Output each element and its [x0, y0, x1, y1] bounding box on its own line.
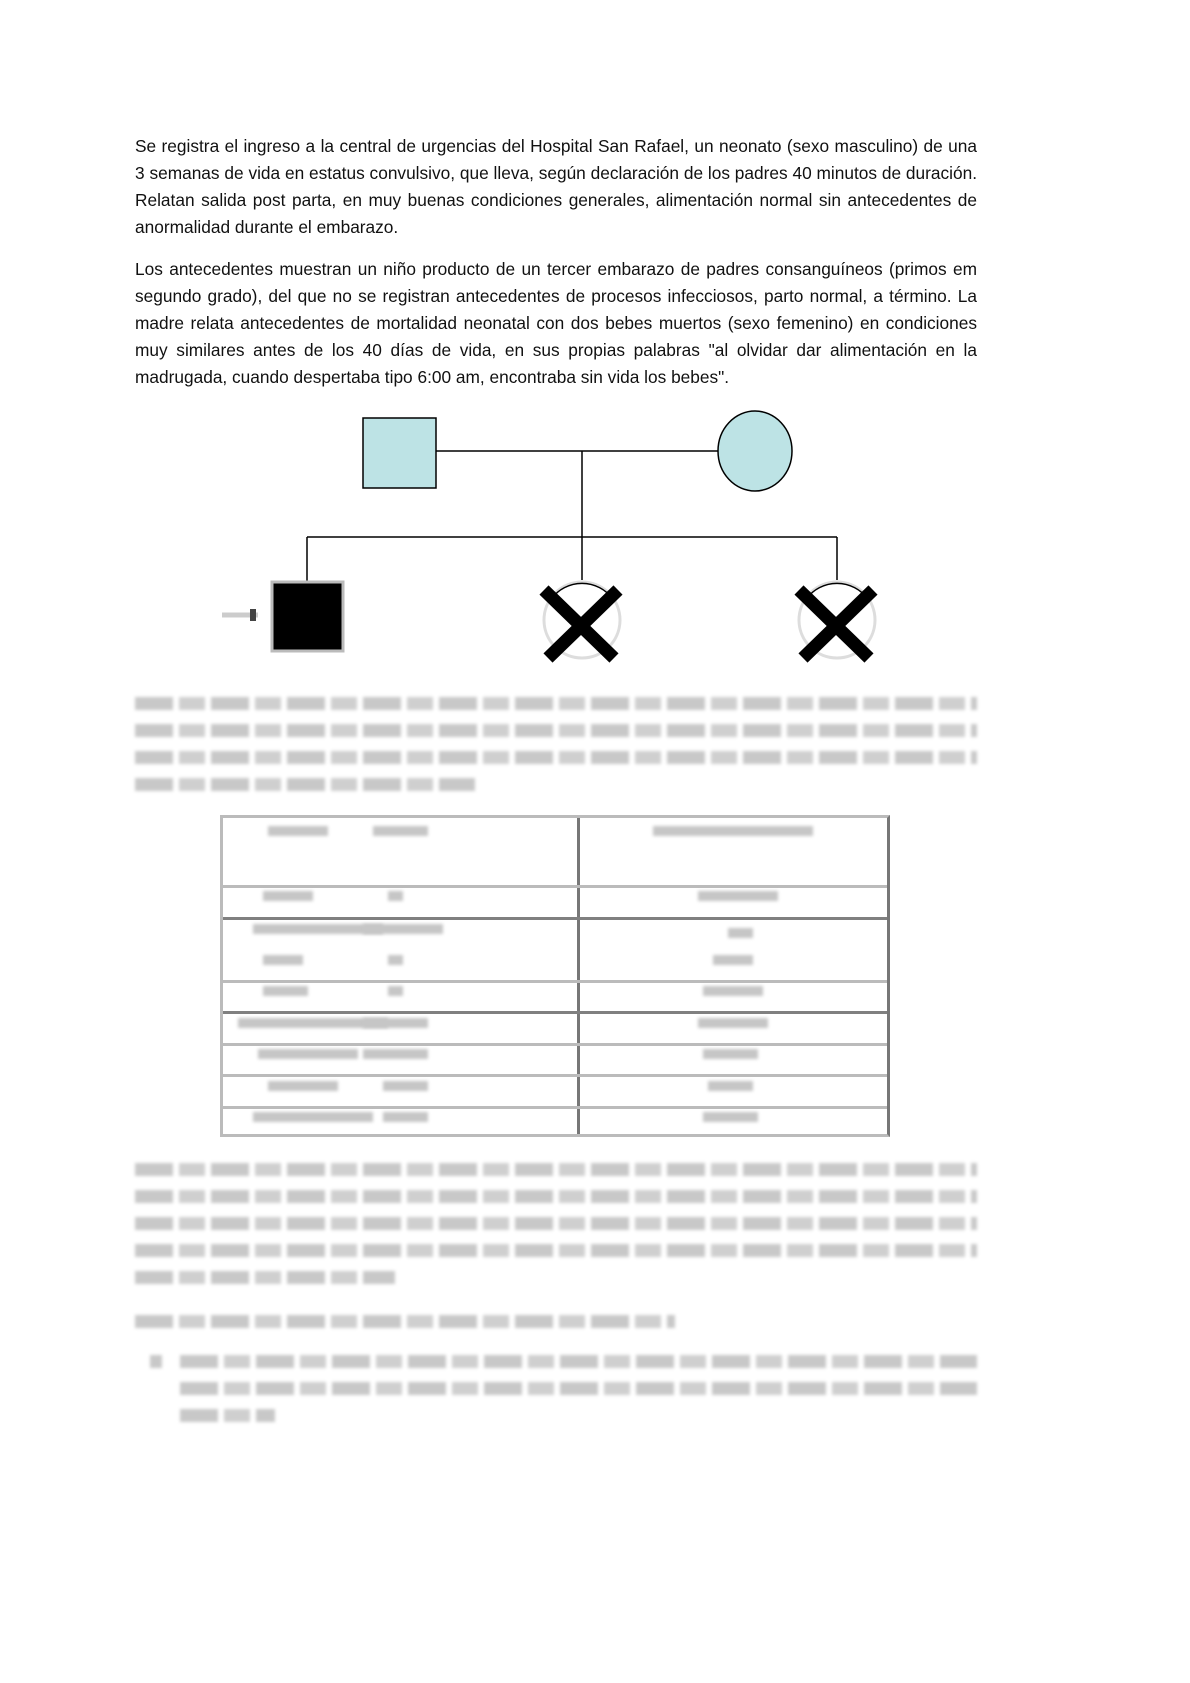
- row-divider: [223, 917, 887, 920]
- blurred-cell: [383, 1112, 428, 1122]
- blurred-line: [135, 1315, 675, 1328]
- blurred-cell: [263, 955, 303, 965]
- blurred-cell: [703, 1112, 758, 1122]
- blurred-cell: [268, 1081, 338, 1091]
- row-divider: [223, 980, 887, 983]
- blurred-line: [180, 1409, 275, 1422]
- blurred-cell: [363, 924, 443, 934]
- blurred-cell: [263, 891, 313, 901]
- deceased-female-1: [544, 582, 620, 658]
- column-divider: [577, 818, 580, 1134]
- blurred-cell: [713, 955, 753, 965]
- blurred-line: [135, 778, 475, 791]
- pedigree-diagram: [0, 400, 1190, 680]
- blurred-cell: [698, 891, 778, 901]
- blurred-cell: [388, 986, 403, 996]
- blurred-header-cell: [268, 826, 328, 836]
- proband-affected-male: [272, 582, 343, 651]
- blurred-cell: [703, 986, 763, 996]
- blurred-line: [135, 697, 977, 710]
- row-divider: [223, 1074, 887, 1077]
- paragraph-case-intro: Se registra el ingreso a la central de urgencias del Hospital San Rafael, un neonato (sexo masculino) de una 3 semanas de vida en estatus convulsivo, que lleva, según declaración de los padres 40 minutos de duración. Relatan salida post parta, en muy buenas condiciones generales, alimentación normal sin antecedentes de anormalidad durante el embarazo.: [135, 136, 977, 237]
- blurred-cell: [388, 955, 403, 965]
- blurred-cell: [253, 1112, 373, 1122]
- row-divider: [223, 885, 887, 888]
- mother-symbol: [718, 411, 792, 491]
- blurred-cell: [728, 928, 753, 938]
- proband-arrow-icon: [222, 609, 258, 621]
- blurred-cell: [698, 1018, 768, 1028]
- blurred-line: [135, 1271, 395, 1284]
- row-divider: [223, 1106, 887, 1109]
- paragraph-antecedents: Los antecedentes muestran un niño producto de un tercer embarazo de padres consanguíneos (primos em segundo grado), del que no se registran antecedentes de procesos infecciosos, parto normal, a término. La madre relata antecedentes de mortalidad neonatal con dos bebes muertos (sexo femenino) en condiciones muy similares antes de los 40 días de vida, en sus propias palabras "al olvidar dar alimentación en la madrugada, cuando despertaba tipo 6:00 am, encontraba sin vida los bebes".: [135, 259, 977, 387]
- blurred-cell: [703, 1049, 758, 1059]
- blurred-cell: [363, 1049, 428, 1059]
- father-symbol: [363, 418, 436, 488]
- blurred-line: [135, 751, 977, 764]
- lab-results-table: [220, 815, 890, 1137]
- blurred-cell: [708, 1081, 753, 1091]
- blurred-line: [180, 1382, 977, 1395]
- blurred-line: [135, 1217, 977, 1230]
- blurred-cell: [363, 1018, 428, 1028]
- blurred-line: [135, 1190, 977, 1203]
- blurred-header-cell: [653, 826, 813, 836]
- blurred-line: [135, 1244, 977, 1257]
- deceased-female-2: [799, 582, 875, 658]
- blurred-line: [180, 1355, 977, 1368]
- row-divider: [223, 1011, 887, 1014]
- blurred-cell: [388, 891, 403, 901]
- blurred-cell: [383, 1081, 428, 1091]
- blurred-cell: [258, 1049, 358, 1059]
- blurred-line: [135, 1163, 977, 1176]
- row-divider: [223, 1043, 887, 1046]
- blurred-header-cell: [373, 826, 428, 836]
- blurred-cell: [263, 986, 308, 996]
- blurred-list-number: [150, 1355, 162, 1368]
- blurred-line: [135, 724, 977, 737]
